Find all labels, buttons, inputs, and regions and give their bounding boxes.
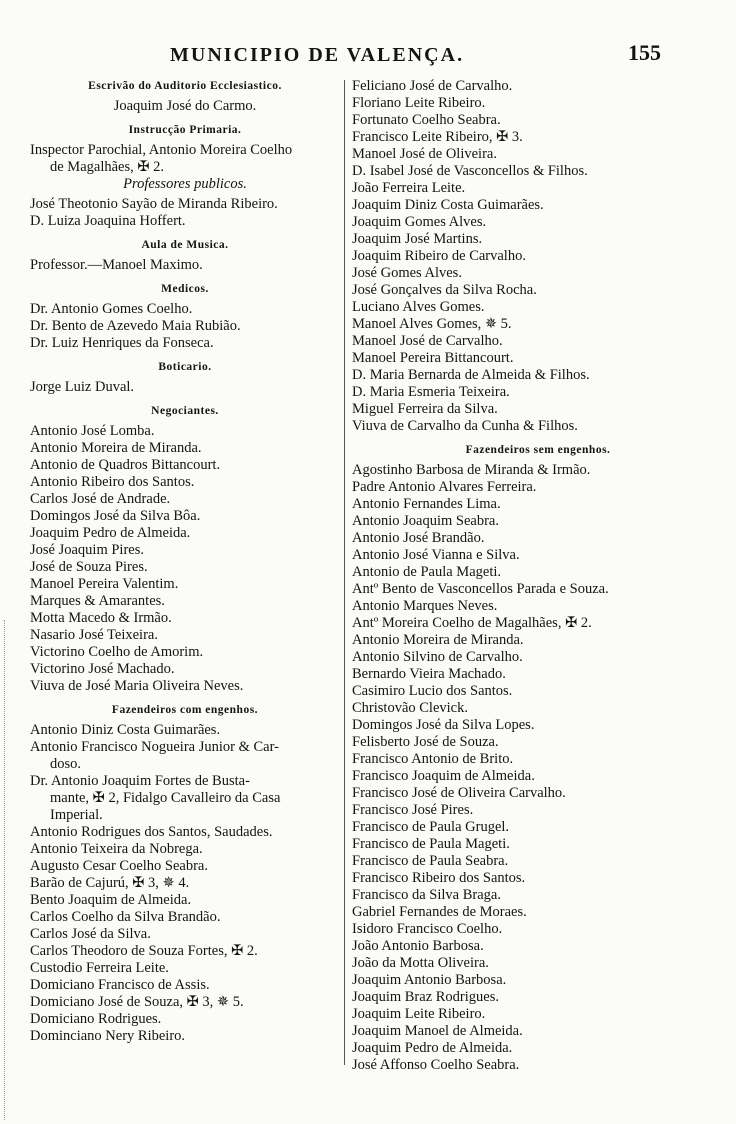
list-item: Fortunato Coelho Seabra.: [352, 112, 501, 128]
list-item: Augusto Cesar Coelho Seabra.: [30, 858, 208, 874]
list-item: Christovão Clevick.: [352, 700, 468, 716]
list-item: João Ferreira Leite.: [352, 180, 466, 196]
list-item: Antonio Rodrigues dos Santos, Saudades.: [30, 824, 273, 840]
section-heading: Medicos.: [161, 283, 209, 295]
list-item: Antonio de Paula Mageti.: [352, 564, 502, 580]
list-item: Viuva de José Maria Oliveira Neves.: [30, 678, 244, 694]
list-item: Francisco José de Oliveira Carvalho.: [352, 785, 566, 801]
list-item: João da Motta Oliveira.: [352, 955, 489, 971]
list-item: Joaquim Leite Ribeiro.: [352, 1006, 486, 1022]
list-item: D. Luiza Joaquina Hoffert.: [30, 213, 186, 229]
list-item: Marques & Amarantes.: [30, 593, 165, 609]
list-item: Joaquim Manoel de Almeida.: [352, 1023, 523, 1039]
list-item: Custodio Ferreira Leite.: [30, 960, 169, 976]
list-item: Manoel Pereira Bittancourt.: [352, 350, 514, 366]
list-item: Dr. Bento de Azevedo Maia Rubião.: [30, 318, 241, 334]
section-heading: Escrivão do Auditorio Ecclesiastico.: [88, 80, 282, 92]
list-item: Manoel Alves Gomes, ✵ 5.: [352, 316, 512, 332]
list-item: Joaquim Ribeiro de Carvalho.: [352, 248, 526, 264]
list-item: Jorge Luiz Duval.: [30, 379, 135, 395]
list-item: Manoel José de Carvalho.: [352, 333, 503, 349]
list-item: Antonio de Quadros Bittancourt.: [30, 457, 221, 473]
list-item: Bernardo Vieira Machado.: [352, 666, 506, 682]
list-item: Miguel Ferreira da Silva.: [352, 401, 498, 417]
list-item: Antonio José Brandão.: [352, 530, 485, 546]
list-item-continuation: mante, ✠ 2, Fidalgo Cavalleiro da Casa: [50, 790, 281, 806]
list-item: Motta Macedo & Irmão.: [30, 610, 172, 626]
list-item: Professor.—Manoel Maximo.: [30, 257, 203, 273]
list-item: Joaquim Braz Rodrigues.: [352, 989, 499, 1005]
list-item: Joaquim Diniz Costa Guimarães.: [352, 197, 544, 213]
list-item: Felisberto José de Souza.: [352, 734, 499, 750]
list-item: José Theotonio Sayão de Miranda Ribeiro.: [30, 196, 278, 212]
left-column: [26, 78, 344, 1045]
list-item: Antonio Ribeiro dos Santos.: [30, 474, 195, 490]
list-item: Joaquim Pedro de Almeida.: [30, 525, 191, 541]
list-item: Antonio Joaquim Seabra.: [352, 513, 499, 529]
list-item: Luciano Alves Gomes.: [352, 299, 485, 315]
section-gap: [26, 230, 344, 237]
list-item: Joaquim José do Carmo.: [113, 98, 257, 114]
list-item: Antonio Teixeira da Nobrega.: [30, 841, 203, 857]
list-item: Inspector Parochial, Antonio Moreira Coelho: [30, 142, 293, 158]
list-item: Antonio Moreira de Miranda.: [30, 440, 202, 456]
list-item: Carlos Coelho da Silva Brandão.: [30, 909, 221, 925]
list-item: Antonio Francisco Nogueira Junior & Car-: [30, 739, 279, 755]
list-item: Nasario José Teixeira.: [30, 627, 158, 643]
list-item: Carlos Theodoro de Souza Fortes, ✠ 2.: [30, 943, 258, 959]
section-heading: Aula de Musica.: [141, 239, 229, 251]
list-item: José Gonçalves da Silva Rocha.: [352, 282, 537, 298]
list-item: Isidoro Francisco Coelho.: [352, 921, 503, 937]
list-item: Joaquim José Martins.: [352, 231, 483, 247]
list-item: Floriano Leite Ribeiro.: [352, 95, 486, 111]
list-item: Antonio Diniz Costa Guimarães.: [30, 722, 221, 738]
right-column: [348, 78, 728, 1074]
list-item: José Affonso Coelho Seabra.: [352, 1057, 520, 1073]
page-title: MUNICIPIO DE VALENÇA.: [170, 44, 465, 66]
section-heading: Negociantes.: [151, 405, 219, 417]
list-item: Dr. Antonio Joaquim Fortes de Busta-: [30, 773, 250, 789]
section-gap: [26, 695, 344, 702]
list-item: Dr. Luiz Henriques da Fonseca.: [30, 335, 214, 351]
list-item: Manoel Pereira Valentim.: [30, 576, 179, 592]
list-item: Francisco de Paula Mageti.: [352, 836, 510, 852]
list-item: Francisco Leite Ribeiro, ✠ 3.: [352, 129, 523, 145]
list-item: Domingos José da Silva Lopes.: [352, 717, 535, 733]
list-item: Antonio Moreira de Miranda.: [352, 632, 524, 648]
list-item: D. Isabel José de Vasconcellos & Filhos.: [352, 163, 588, 179]
section-gap: [26, 396, 344, 403]
list-item: Barão de Cajurú, ✠ 3, ✵ 4.: [30, 875, 190, 891]
section-heading: Boticario.: [158, 361, 212, 373]
list-item: Victorino José Machado.: [30, 661, 175, 677]
list-item: Padre Antonio Alvares Ferreira.: [352, 479, 537, 495]
list-item: Antonio José Lomba.: [30, 423, 155, 439]
list-item: José de Souza Pires.: [30, 559, 148, 575]
list-item: José Gomes Alves.: [352, 265, 462, 281]
list-item: Domiciano Francisco de Assis.: [30, 977, 210, 993]
list-item: Carlos José de Andrade.: [30, 491, 171, 507]
list-item: Dominciano Nery Ribeiro.: [30, 1028, 186, 1044]
list-item: D. Maria Bernarda de Almeida & Filhos.: [352, 367, 590, 383]
list-item: Joaquim Gomes Alves.: [352, 214, 487, 230]
list-item: D. Maria Esmeria Teixeira.: [352, 384, 510, 400]
column-divider: [344, 80, 345, 1065]
list-item: Antonio Marques Neves.: [352, 598, 498, 614]
section-heading: Instrucção Primaria.: [128, 124, 242, 136]
list-item: Bento Joaquim de Almeida.: [30, 892, 192, 908]
list-item: Antonio Fernandes Lima.: [352, 496, 501, 512]
list-item: Francisco Antonio de Brito.: [352, 751, 514, 767]
list-item: Casimiro Lucio dos Santos.: [352, 683, 513, 699]
section-heading: Fazendeiros sem engenhos.: [465, 444, 611, 456]
list-item: Antº Moreira Coelho de Magalhães, ✠ 2.: [352, 615, 592, 631]
list-item: Domiciano Rodrigues.: [30, 1011, 162, 1027]
list-item: Viuva de Carvalho da Cunha & Filhos.: [352, 418, 578, 434]
list-item-continuation: doso.: [50, 756, 82, 772]
section-heading: Fazendeiros com engenhos.: [111, 704, 259, 716]
list-item: Victorino Coelho de Amorim.: [30, 644, 204, 660]
list-item: Joaquim Pedro de Almeida.: [352, 1040, 513, 1056]
section-gap: [26, 115, 344, 122]
list-item: Francisco de Paula Grugel.: [352, 819, 510, 835]
list-item: Joaquim Antonio Barbosa.: [352, 972, 507, 988]
binding-edge: [4, 620, 7, 1120]
list-item: Francisco da Silva Braga.: [352, 887, 501, 903]
list-item: Gabriel Fernandes de Moraes.: [352, 904, 527, 920]
list-item: Antonio Silvino de Carvalho.: [352, 649, 523, 665]
list-item: Carlos José da Silva.: [30, 926, 151, 942]
list-item: Francisco de Paula Seabra.: [352, 853, 509, 869]
section-gap: [26, 352, 344, 359]
list-item: Francisco José Pires.: [352, 802, 474, 818]
list-item: Francisco Ribeiro dos Santos.: [352, 870, 526, 886]
list-item: Dr. Antonio Gomes Coelho.: [30, 301, 193, 317]
list-item: Francisco Joaquim de Almeida.: [352, 768, 535, 784]
list-item: Antonio José Vianna e Silva.: [352, 547, 520, 563]
list-item: Domiciano José de Souza, ✠ 3, ✵ 5.: [30, 994, 244, 1010]
section-gap: [26, 274, 344, 281]
list-item-continuation: Imperial.: [50, 807, 103, 823]
section-subheading: Professores publicos.: [123, 176, 247, 192]
list-item: José Joaquim Pires.: [30, 542, 144, 558]
section-gap: [348, 435, 728, 442]
list-item: Domingos José da Silva Bôa.: [30, 508, 201, 524]
list-item: João Antonio Barbosa.: [352, 938, 484, 954]
list-item: Feliciano José de Carvalho.: [352, 78, 513, 94]
page-number: 155: [628, 40, 661, 65]
list-item: Agostinho Barbosa de Miranda & Irmão.: [352, 462, 591, 478]
list-item-continuation: de Magalhães, ✠ 2.: [50, 159, 165, 175]
list-item: Manoel José de Oliveira.: [352, 146, 497, 162]
list-item: Antº Bento de Vasconcellos Parada e Souza.: [352, 581, 609, 597]
